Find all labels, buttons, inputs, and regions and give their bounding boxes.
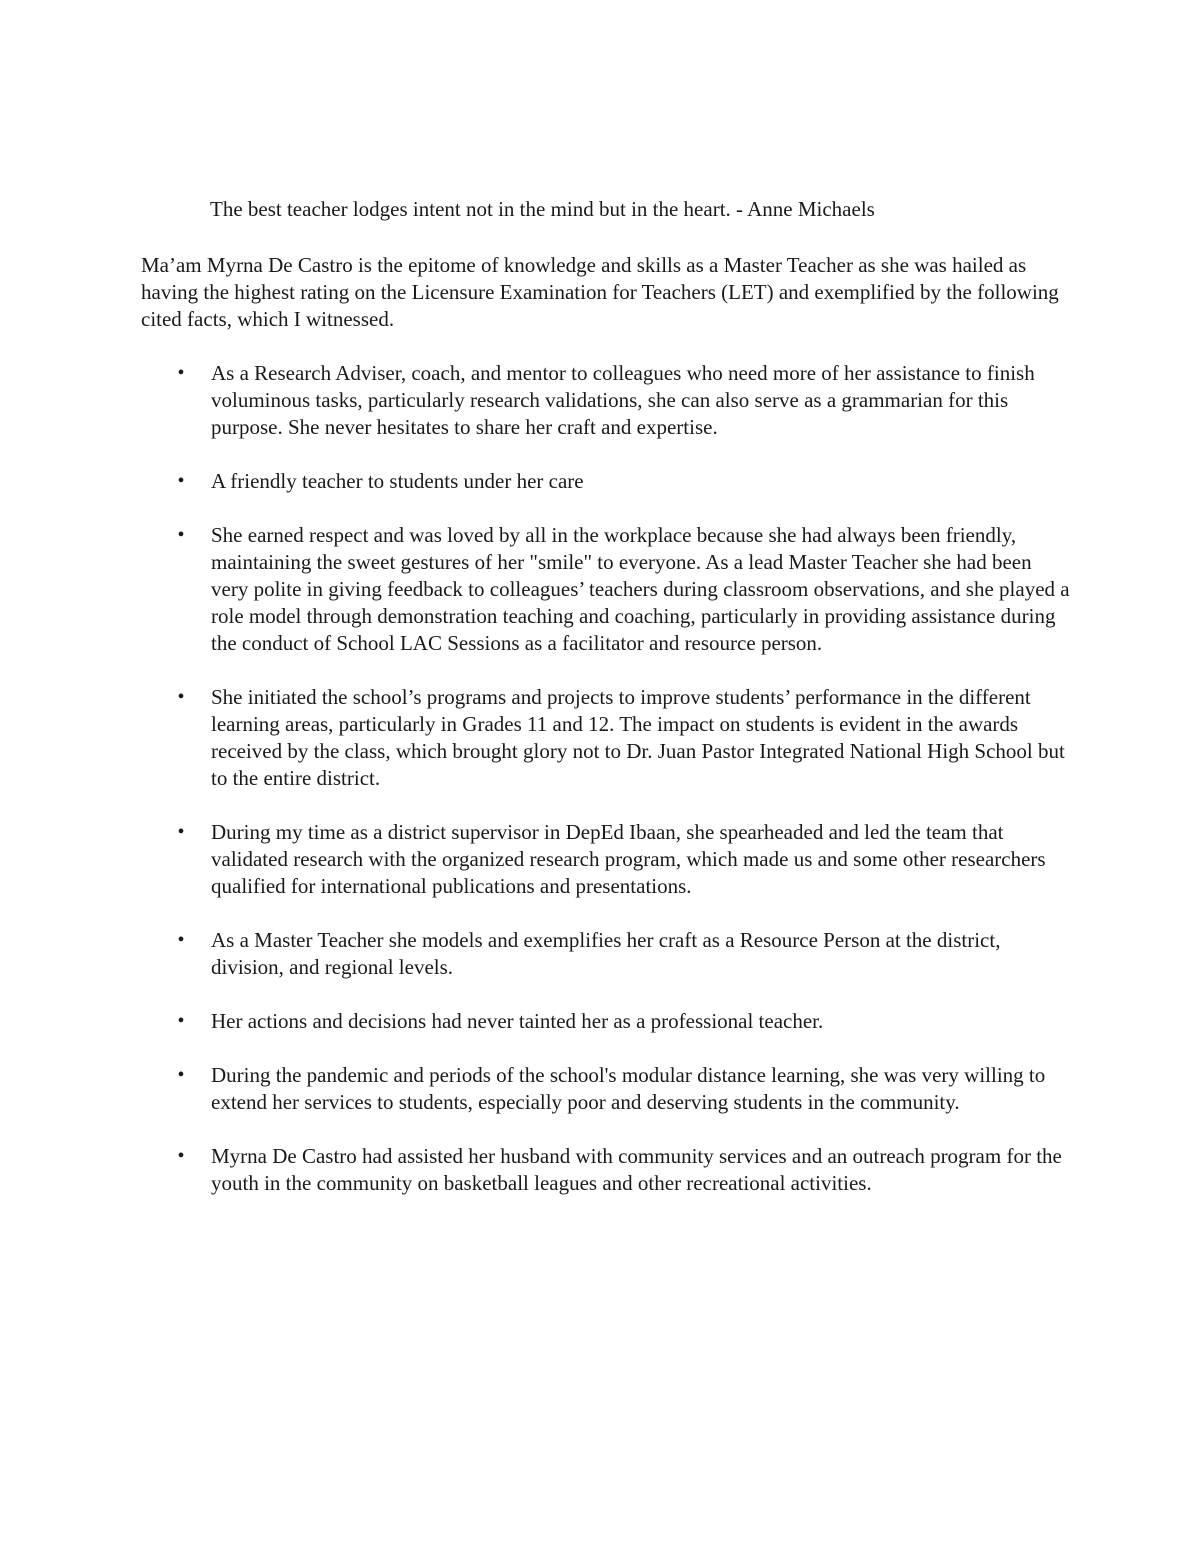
list-item-text: She earned respect and was loved by all in the workplace because she had always been friendly, maintaining the sweet gestures of her "smile" to everyone. As a lead Master Teacher she had been very polite in giving feedback to colleagues’ teachers during classroom observations, and she played a role model through demonstration teaching and coaching, particularly in providing assistance during the conduct of School LAC Sessions as a facilitator and resource person. [211,523,1070,655]
list-item [0,927,1071,981]
list-item [0,522,1071,657]
bullet-icon: • [177,1145,185,1167]
bullet-icon: • [177,524,185,546]
bullet-icon: • [177,1010,185,1032]
list-item-text: Her actions and decisions had never tainted her as a professional teacher. [211,1009,824,1033]
list-item-text: As a Research Adviser, coach, and mentor to colleagues who need more of her assistance to finish voluminous tasks, particularly research validations, she can also serve as a grammarian for this purpose. She never hesitates to share her craft and expertise. [211,361,1035,439]
list-item-text: A friendly teacher to students under her care [211,469,584,493]
list-item-text: During my time as a district supervisor in DepEd Ibaan, she spearheaded and led the team that validated research with the organized research program, which made us and some other researchers qualified for international publications and presentations. [211,820,1046,898]
list-item [0,819,1071,900]
bullet-icon: • [177,470,185,492]
list-item [0,684,1071,792]
bullet-icon: • [177,929,185,951]
list-item-text: As a Master Teacher she models and exemplifies her craft as a Resource Person at the district, division, and regional levels. [211,928,1001,979]
bullet-icon: • [177,362,185,384]
list-item [0,1062,1071,1116]
list-item [0,468,1071,495]
intro-paragraph: Ma’am Myrna De Castro is the epitome of knowledge and skills as a Master Teacher as she was hailed as having the highest rating on the Licensure Examination for Teachers (LET) and exemplified by the following cited facts, which I witnessed. [141,253,1059,331]
bullet-icon: • [177,1064,185,1086]
list-item-text: She initiated the school’s programs and projects to improve students’ performance in the different learning areas, particularly in Grades 11 and 12. The impact on students is evident in the awards received by the class, which brought glory not to Dr. Juan Pastor Integrated National High School but to the entire district. [211,685,1065,790]
bullet-icon: • [177,686,185,708]
list-item-text: Myrna De Castro had assisted her husband with community services and an outreach program for the youth in the community on basketball leagues and other recreational activities. [211,1144,1062,1195]
bullet-list [0,360,1200,1224]
list-item-text: During the pandemic and periods of the school's modular distance learning, she was very willing to extend her services to students, especially poor and deserving students in the community. [211,1063,1046,1114]
list-item [0,1008,1071,1035]
list-item [0,360,1071,441]
list-item [0,1143,1071,1197]
bullet-icon: • [177,821,185,843]
epigraph-quote: The best teacher lodges intent not in the mind but in the heart. - Anne Michaels [210,197,875,221]
